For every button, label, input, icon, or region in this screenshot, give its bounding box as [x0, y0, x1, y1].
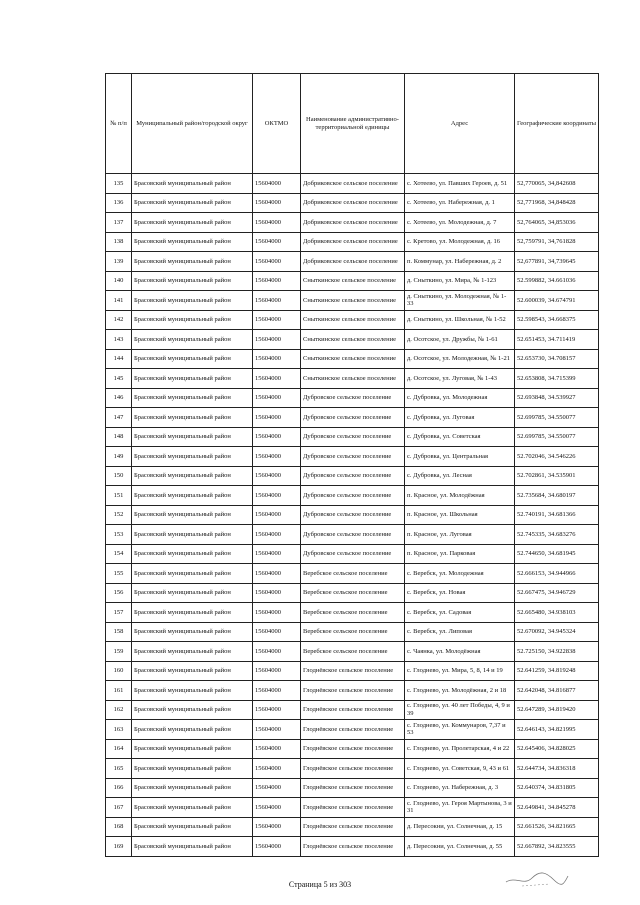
cell-oktmo: 15604000 — [253, 271, 301, 291]
table-row — [106, 330, 599, 350]
table-row — [106, 447, 599, 467]
cell-unit: Сныткинское сельское поселение — [301, 369, 405, 389]
page-footer: Страница 5 из 303 — [288, 880, 352, 889]
cell-unit: Добриковское сельское поселение — [301, 193, 405, 213]
cell-num: 152 — [106, 505, 132, 525]
cell-oktmo: 15604000 — [253, 837, 301, 857]
cell-coords: 52.670092, 34.945324 — [515, 622, 599, 642]
cell-address: с. Глоднево, ул. Пролетарская, 4 и 22 — [405, 739, 515, 759]
cell-coords: 52.699785, 34.550077 — [515, 427, 599, 447]
cell-oktmo: 15604000 — [253, 447, 301, 467]
cell-num: 148 — [106, 427, 132, 447]
table-row — [106, 739, 599, 759]
cell-oktmo: 15604000 — [253, 427, 301, 447]
cell-coords: 52.665480, 34.938103 — [515, 603, 599, 623]
cell-address: с. Дубровка, ул. Лесная — [405, 466, 515, 486]
cell-coords: 52.744650, 34.681945 — [515, 544, 599, 564]
cell-district: Брасовский муниципальный район — [132, 252, 253, 272]
cell-address: с. Хотеево, ул. Павших Героев, д. 51 — [405, 174, 515, 194]
cell-unit: Веребское сельское поселение — [301, 564, 405, 584]
cell-oktmo: 15604000 — [253, 310, 301, 330]
cell-oktmo: 15604000 — [253, 739, 301, 759]
cell-district: Брасовский муниципальный район — [132, 174, 253, 194]
cell-address: с. Хотеево, ул. Набережная, д. 1 — [405, 193, 515, 213]
cell-num: 159 — [106, 642, 132, 662]
cell-unit: Глоднёвское сельское поселение — [301, 759, 405, 779]
cell-address: с. Глоднево, ул. Набережная, д. 3 — [405, 778, 515, 798]
cell-district: Брасовский муниципальный район — [132, 330, 253, 350]
table-row — [106, 466, 599, 486]
cell-address: с. Глоднево, ул. Мира, 5, 8, 14 и 19 — [405, 661, 515, 681]
cell-address: с. Дубровка, ул. Молодежная — [405, 388, 515, 408]
header-num: № п/п — [106, 74, 132, 174]
cell-num: 136 — [106, 193, 132, 213]
cell-address: д. Пересокни, ул. Солнечная, д. 15 — [405, 817, 515, 837]
table-row — [106, 369, 599, 389]
header-oktmo: ОКТМО — [253, 74, 301, 174]
cell-num: 149 — [106, 447, 132, 467]
cell-coords: 52.702861, 34.535901 — [515, 466, 599, 486]
cell-oktmo: 15604000 — [253, 369, 301, 389]
table-row — [106, 661, 599, 681]
cell-district: Брасовский муниципальный район — [132, 798, 253, 818]
cell-num: 137 — [106, 213, 132, 233]
table-row — [106, 798, 599, 818]
table-row — [106, 622, 599, 642]
cell-address: с. Глоднево, ул. Коммунаров, 7,37 и 53 — [405, 720, 515, 740]
cell-oktmo: 15604000 — [253, 661, 301, 681]
table-row — [106, 486, 599, 506]
cell-unit: Добриковское сельское поселение — [301, 174, 405, 194]
cell-unit: Глоднёвское сельское поселение — [301, 739, 405, 759]
cell-unit: Сныткинское сельское поселение — [301, 349, 405, 369]
table-row — [106, 817, 599, 837]
cell-num: 147 — [106, 408, 132, 428]
cell-oktmo: 15604000 — [253, 642, 301, 662]
cell-district: Брасовский муниципальный район — [132, 271, 253, 291]
cell-num: 162 — [106, 700, 132, 720]
cell-address: п. Коммунар, ул. Набережная, д. 2 — [405, 252, 515, 272]
cell-coords: 52.667892, 34.823555 — [515, 837, 599, 857]
cell-unit: Сныткинское сельское поселение — [301, 310, 405, 330]
cell-address: с. Дубровка, ул. Луговая — [405, 408, 515, 428]
cell-address: п. Красное, ул. Молодёжная — [405, 486, 515, 506]
cell-coords: 52,677891, 34,739645 — [515, 252, 599, 272]
cell-coords: 52.646143, 34.821995 — [515, 720, 599, 740]
cell-oktmo: 15604000 — [253, 817, 301, 837]
signature-mark — [502, 862, 572, 890]
cell-unit: Дубровское сельское поселение — [301, 447, 405, 467]
cell-district: Брасовский муниципальный район — [132, 642, 253, 662]
cell-unit: Добриковское сельское поселение — [301, 252, 405, 272]
cell-coords: 52.640374, 34.831805 — [515, 778, 599, 798]
cell-address: д. Сныткино, ул. Школьная, № 1-52 — [405, 310, 515, 330]
cell-address: п. Красное, ул. Луговая — [405, 525, 515, 545]
cell-oktmo: 15604000 — [253, 193, 301, 213]
cell-coords: 52.661526, 34.821665 — [515, 817, 599, 837]
cell-oktmo: 15604000 — [253, 759, 301, 779]
cell-coords: 52.667475, 34.946729 — [515, 583, 599, 603]
cell-num: 154 — [106, 544, 132, 564]
table-row — [106, 252, 599, 272]
table-row — [106, 232, 599, 252]
cell-coords: 52.735684, 34.680197 — [515, 486, 599, 506]
cell-coords: 52,764065, 34,853036 — [515, 213, 599, 233]
cell-oktmo: 15604000 — [253, 232, 301, 252]
cell-address: с. Хотеево, ул. Молодежная, д. 7 — [405, 213, 515, 233]
cell-num: 160 — [106, 661, 132, 681]
cell-coords: 52.641259, 34.819248 — [515, 661, 599, 681]
cell-district: Брасовский муниципальный район — [132, 466, 253, 486]
cell-unit: Глоднёвское сельское поселение — [301, 837, 405, 857]
cell-oktmo: 15604000 — [253, 622, 301, 642]
cell-coords: 52.725150, 34.922838 — [515, 642, 599, 662]
cell-oktmo: 15604000 — [253, 213, 301, 233]
cell-coords: 52.653730, 34.708157 — [515, 349, 599, 369]
cell-oktmo: 15604000 — [253, 466, 301, 486]
cell-district: Брасовский муниципальный район — [132, 349, 253, 369]
cell-num: 168 — [106, 817, 132, 837]
cell-coords: 52.598543, 34.668375 — [515, 310, 599, 330]
table-row — [106, 408, 599, 428]
cell-unit: Добриковское сельское поселение — [301, 213, 405, 233]
header-address: Адрес — [405, 74, 515, 174]
cell-district: Брасовский муниципальный район — [132, 583, 253, 603]
cell-district: Брасовский муниципальный район — [132, 603, 253, 623]
table-row — [106, 700, 599, 720]
table-row — [106, 837, 599, 857]
cell-unit: Веребское сельское поселение — [301, 583, 405, 603]
cell-district: Брасовский муниципальный район — [132, 622, 253, 642]
cell-coords: 52,759791, 34,761828 — [515, 232, 599, 252]
header-unit: Наименование административно-территориальной единицы — [301, 74, 405, 174]
table-row — [106, 505, 599, 525]
cell-address: с. Веребск, ул. Садовая — [405, 603, 515, 623]
cell-unit: Дубровское сельское поселение — [301, 427, 405, 447]
cell-num: 142 — [106, 310, 132, 330]
cell-num: 150 — [106, 466, 132, 486]
cell-district: Брасовский муниципальный район — [132, 564, 253, 584]
cell-num: 157 — [106, 603, 132, 623]
cell-address: с. Глоднево, ул. Молодёжная, 2 и 18 — [405, 681, 515, 701]
cell-oktmo: 15604000 — [253, 700, 301, 720]
cell-num: 135 — [106, 174, 132, 194]
table-row — [106, 174, 599, 194]
cell-num: 144 — [106, 349, 132, 369]
header-coords: Географические координаты — [515, 74, 599, 174]
cell-oktmo: 15604000 — [253, 486, 301, 506]
cell-num: 166 — [106, 778, 132, 798]
cell-district: Брасовский муниципальный район — [132, 525, 253, 545]
cell-district: Брасовский муниципальный район — [132, 232, 253, 252]
cell-coords: 52,770065, 34,842608 — [515, 174, 599, 194]
cell-unit: Дубровское сельское поселение — [301, 544, 405, 564]
cell-district: Брасовский муниципальный район — [132, 291, 253, 311]
cell-address: д. Сныткино, ул. Молодежная, № 1-33 — [405, 291, 515, 311]
table-row — [106, 291, 599, 311]
cell-unit: Глоднёвское сельское поселение — [301, 661, 405, 681]
cell-unit: Дубровское сельское поселение — [301, 466, 405, 486]
cell-coords: 52.649841, 34.845278 — [515, 798, 599, 818]
cell-coords: 52.745335, 34.683276 — [515, 525, 599, 545]
table-row — [106, 778, 599, 798]
cell-coords: 52.651453, 34.711419 — [515, 330, 599, 350]
cell-district: Брасовский муниципальный район — [132, 505, 253, 525]
cell-num: 153 — [106, 525, 132, 545]
cell-num: 143 — [106, 330, 132, 350]
cell-unit: Глоднёвское сельское поселение — [301, 817, 405, 837]
cell-oktmo: 15604000 — [253, 603, 301, 623]
table-row — [106, 603, 599, 623]
cell-oktmo: 15604000 — [253, 330, 301, 350]
cell-unit: Веребское сельское поселение — [301, 622, 405, 642]
cell-unit: Дубровское сельское поселение — [301, 486, 405, 506]
table-row — [106, 544, 599, 564]
cell-unit: Сныткинское сельское поселение — [301, 291, 405, 311]
table-row — [106, 759, 599, 779]
cell-coords: 52.647289, 34.819420 — [515, 700, 599, 720]
cell-district: Брасовский муниципальный район — [132, 369, 253, 389]
cell-num: 156 — [106, 583, 132, 603]
cell-district: Брасовский муниципальный район — [132, 388, 253, 408]
cell-address: п. Красное, ул. Школьная — [405, 505, 515, 525]
table-body — [106, 174, 599, 857]
cell-coords: 52.666153, 34.944966 — [515, 564, 599, 584]
cell-district: Брасовский муниципальный район — [132, 213, 253, 233]
cell-coords: 52.699785, 34.550077 — [515, 408, 599, 428]
cell-oktmo: 15604000 — [253, 720, 301, 740]
cell-num: 146 — [106, 388, 132, 408]
cell-address: с. Кретово, ул. Молодежная, д. 16 — [405, 232, 515, 252]
header-district: Муниципальный район/городской округ — [132, 74, 253, 174]
cell-district: Брасовский муниципальный район — [132, 681, 253, 701]
cell-coords: 52.644734, 34.836318 — [515, 759, 599, 779]
table-row — [106, 642, 599, 662]
table-row — [106, 427, 599, 447]
cell-num: 139 — [106, 252, 132, 272]
cell-num: 155 — [106, 564, 132, 584]
cell-address: д. Пересокни, ул. Солнечная, д. 55 — [405, 837, 515, 857]
cell-district: Брасовский муниципальный район — [132, 817, 253, 837]
table-row — [106, 681, 599, 701]
cell-district: Брасовский муниципальный район — [132, 544, 253, 564]
cell-coords: 52.653808, 34.715399 — [515, 369, 599, 389]
cell-unit: Дубровское сельское поселение — [301, 525, 405, 545]
cell-address: п. Красное, ул. Парковая — [405, 544, 515, 564]
table-row — [106, 193, 599, 213]
cell-district: Брасовский муниципальный район — [132, 720, 253, 740]
cell-oktmo: 15604000 — [253, 349, 301, 369]
cell-oktmo: 15604000 — [253, 174, 301, 194]
cell-address: д. Осотское, ул. Дружбы, № 1-61 — [405, 330, 515, 350]
cell-address: с. Глоднево, ул. 40 лет Победы, 4, 9 и 39 — [405, 700, 515, 720]
cell-unit: Глоднёвское сельское поселение — [301, 798, 405, 818]
table-row — [106, 213, 599, 233]
cell-num: 140 — [106, 271, 132, 291]
cell-address: с. Дубровка, ул. Советская — [405, 427, 515, 447]
cell-coords: 52.702046, 34.546226 — [515, 447, 599, 467]
cell-unit: Сныткинское сельское поселение — [301, 271, 405, 291]
cell-coords: 52.693848, 34.539927 — [515, 388, 599, 408]
cell-num: 164 — [106, 739, 132, 759]
cell-num: 167 — [106, 798, 132, 818]
cell-address: д. Осотское, ул. Луговая, № 1-43 — [405, 369, 515, 389]
cell-oktmo: 15604000 — [253, 564, 301, 584]
cell-num: 138 — [106, 232, 132, 252]
cell-oktmo: 15604000 — [253, 291, 301, 311]
cell-address: с. Веребск, ул. Молодежная — [405, 564, 515, 584]
cell-num: 151 — [106, 486, 132, 506]
table-row — [106, 271, 599, 291]
cell-coords: 52.645406, 34.828025 — [515, 739, 599, 759]
cell-district: Брасовский муниципальный район — [132, 759, 253, 779]
table-row — [106, 720, 599, 740]
cell-unit: Добриковское сельское поселение — [301, 232, 405, 252]
cell-district: Брасовский муниципальный район — [132, 778, 253, 798]
table-row — [106, 564, 599, 584]
table-row — [106, 525, 599, 545]
table-row — [106, 310, 599, 330]
cell-oktmo: 15604000 — [253, 525, 301, 545]
table-row — [106, 349, 599, 369]
cell-oktmo: 15604000 — [253, 252, 301, 272]
cell-oktmo: 15604000 — [253, 408, 301, 428]
cell-num: 163 — [106, 720, 132, 740]
cell-coords: 52.600039, 34.674791 — [515, 291, 599, 311]
cell-address: с. Дубровка, ул. Центральная — [405, 447, 515, 467]
cell-num: 165 — [106, 759, 132, 779]
cell-district: Брасовский муниципальный район — [132, 661, 253, 681]
cell-num: 141 — [106, 291, 132, 311]
table-header-row — [106, 74, 599, 174]
cell-address: с. Чаянка, ул. Молодёжная — [405, 642, 515, 662]
cell-coords: 52,771968, 34,848428 — [515, 193, 599, 213]
table-row — [106, 388, 599, 408]
cell-district: Брасовский муниципальный район — [132, 310, 253, 330]
cell-oktmo: 15604000 — [253, 681, 301, 701]
cell-unit: Глоднёвское сельское поселение — [301, 778, 405, 798]
cell-district: Брасовский муниципальный район — [132, 447, 253, 467]
cell-unit: Сныткинское сельское поселение — [301, 330, 405, 350]
cell-num: 145 — [106, 369, 132, 389]
cell-district: Брасовский муниципальный район — [132, 739, 253, 759]
cell-unit: Дубровское сельское поселение — [301, 408, 405, 428]
cell-oktmo: 15604000 — [253, 583, 301, 603]
cell-district: Брасовский муниципальный район — [132, 837, 253, 857]
cell-coords: 52.642048, 34.816877 — [515, 681, 599, 701]
cell-oktmo: 15604000 — [253, 505, 301, 525]
cell-unit: Дубровское сельское поселение — [301, 505, 405, 525]
cell-address: с. Глоднево, ул. Героя Мартынова, 3 и 31 — [405, 798, 515, 818]
cell-unit: Веребское сельское поселение — [301, 642, 405, 662]
cell-unit: Глоднёвское сельское поселение — [301, 681, 405, 701]
cell-district: Брасовский муниципальный район — [132, 700, 253, 720]
table-row — [106, 583, 599, 603]
cell-unit: Глоднёвское сельское поселение — [301, 700, 405, 720]
cell-district: Брасовский муниципальный район — [132, 486, 253, 506]
cell-num: 169 — [106, 837, 132, 857]
cell-coords: 52.740191, 34.681366 — [515, 505, 599, 525]
cell-unit: Веребское сельское поселение — [301, 603, 405, 623]
cell-address: д. Сныткино, ул. Мира, № 1-123 — [405, 271, 515, 291]
cell-district: Брасовский муниципальный район — [132, 427, 253, 447]
cell-num: 161 — [106, 681, 132, 701]
cell-address: с. Веребск, ул. Новая — [405, 583, 515, 603]
cell-unit: Дубровское сельское поселение — [301, 388, 405, 408]
cell-district: Брасовский муниципальный район — [132, 408, 253, 428]
cell-oktmo: 15604000 — [253, 798, 301, 818]
cell-district: Брасовский муниципальный район — [132, 193, 253, 213]
cell-address: с. Глоднево, ул. Советская, 9, 43 и 61 — [405, 759, 515, 779]
cell-num: 158 — [106, 622, 132, 642]
cell-oktmo: 15604000 — [253, 544, 301, 564]
cell-oktmo: 15604000 — [253, 778, 301, 798]
cell-oktmo: 15604000 — [253, 388, 301, 408]
cell-coords: 52.599882, 34.661036 — [515, 271, 599, 291]
registry-table — [105, 73, 599, 857]
cell-unit: Глоднёвское сельское поселение — [301, 720, 405, 740]
cell-address: д. Осотское, ул. Молодежная, № 1-21 — [405, 349, 515, 369]
cell-address: с. Веребск, ул. Липовая — [405, 622, 515, 642]
